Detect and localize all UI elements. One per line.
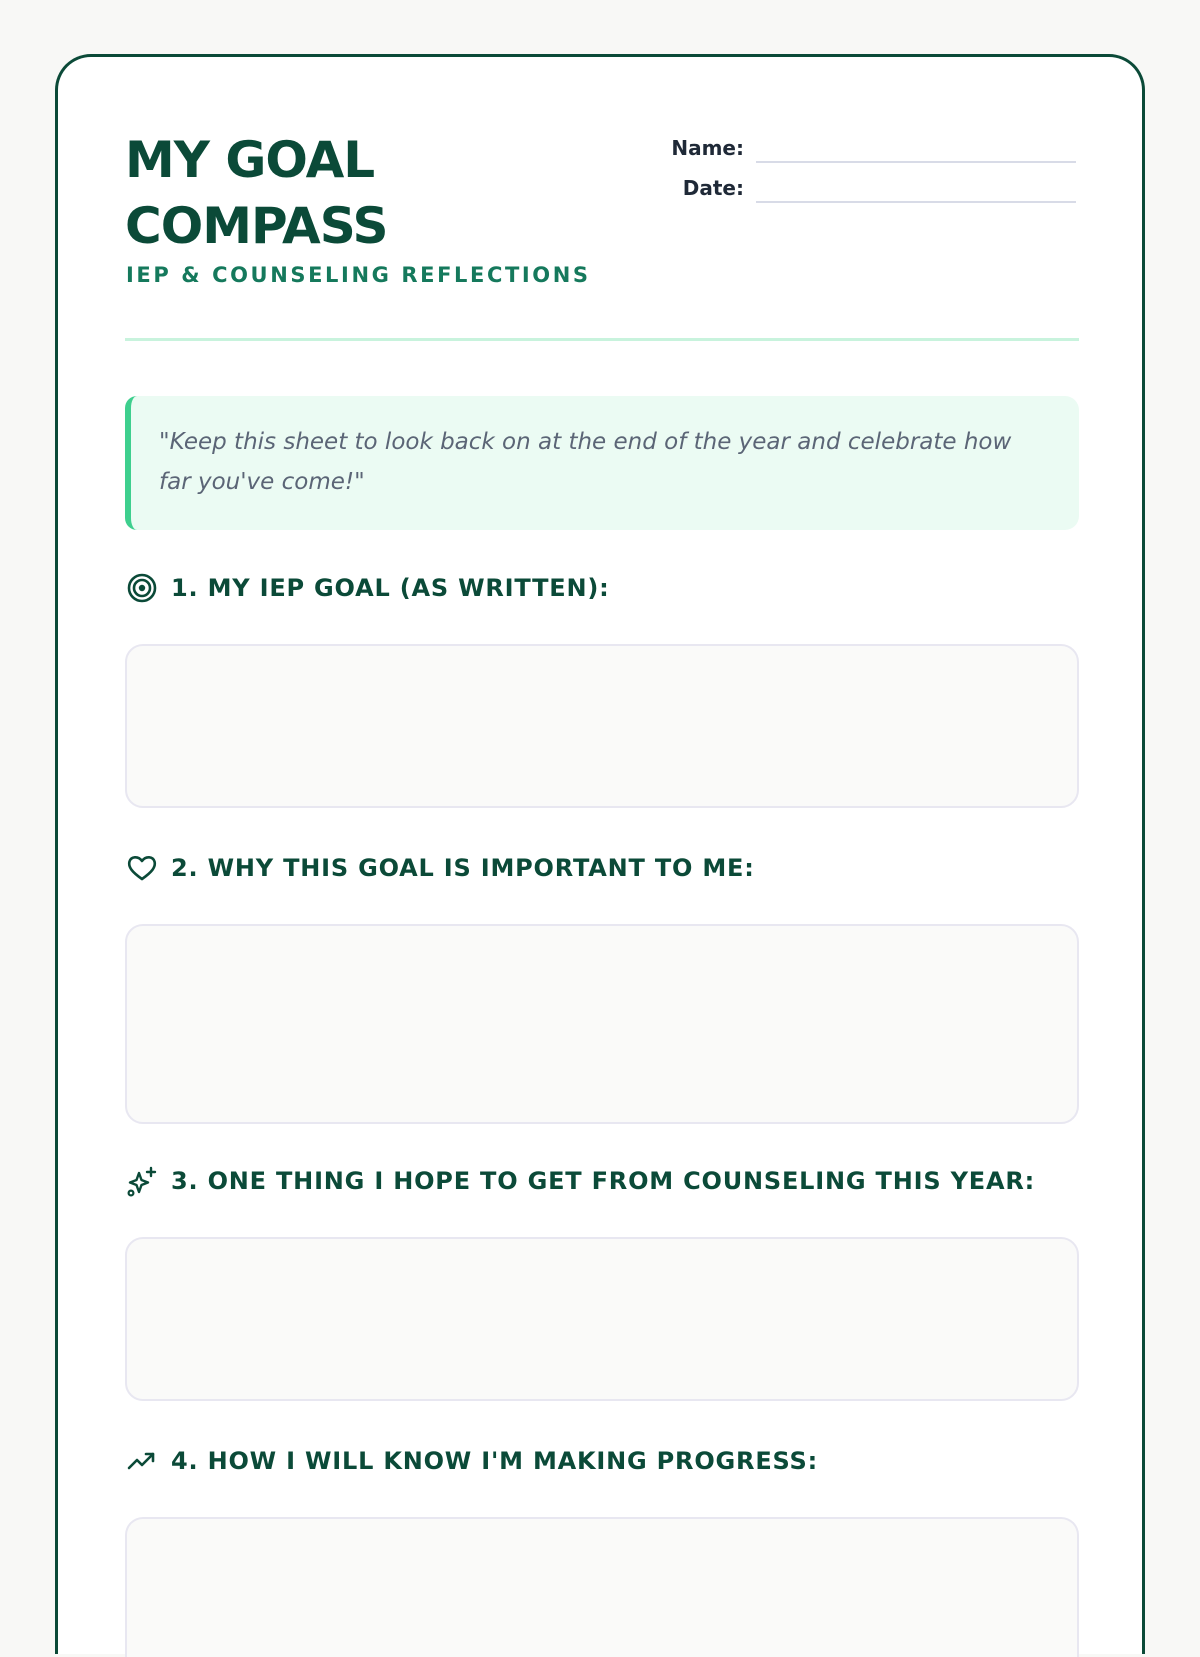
date-row	[656, 163, 1076, 203]
page-title	[125, 127, 387, 259]
section-2-heading	[125, 851, 755, 885]
motivational-quote: "Keep this sheet to look back on at the end of the year and celebrate how far you've come!"	[125, 396, 1079, 530]
worksheet-card	[55, 54, 1145, 1654]
student-info	[656, 123, 1076, 203]
section-3-heading	[125, 1164, 1035, 1198]
page-subtitle: IEP & COUNSELING REFLECTIONS	[126, 263, 591, 287]
section-1-heading	[125, 571, 610, 605]
name-label: Name:	[671, 136, 744, 160]
importance-answer-box[interactable]	[125, 924, 1079, 1124]
counseling-hope-answer-box[interactable]	[125, 1237, 1079, 1401]
title-line-2: COMPASS	[125, 197, 388, 255]
section-3-label: 3. ONE THING I HOPE TO GET FROM COUNSELING THIS YEAR:	[171, 1167, 1036, 1195]
title-line-1: MY GOAL	[125, 131, 375, 189]
section-4-label: 4. HOW I WILL KNOW I'M MAKING PROGRESS:	[171, 1447, 819, 1475]
target-icon	[125, 571, 159, 605]
section-2-label: 2. WHY THIS GOAL IS IMPORTANT TO ME:	[171, 854, 755, 882]
iep-goal-answer-box[interactable]	[125, 644, 1079, 808]
header-divider	[125, 338, 1079, 341]
heart-icon	[125, 851, 159, 885]
name-field[interactable]	[756, 129, 1076, 163]
progress-answer-box[interactable]	[125, 1517, 1079, 1657]
sparkles-icon	[125, 1164, 159, 1198]
date-label: Date:	[682, 176, 744, 200]
section-4-heading	[125, 1444, 818, 1478]
date-field[interactable]	[756, 169, 1076, 203]
trending-up-icon	[125, 1444, 159, 1478]
name-row	[656, 123, 1076, 163]
section-1-label: 1. MY IEP GOAL (AS WRITTEN):	[171, 574, 610, 602]
